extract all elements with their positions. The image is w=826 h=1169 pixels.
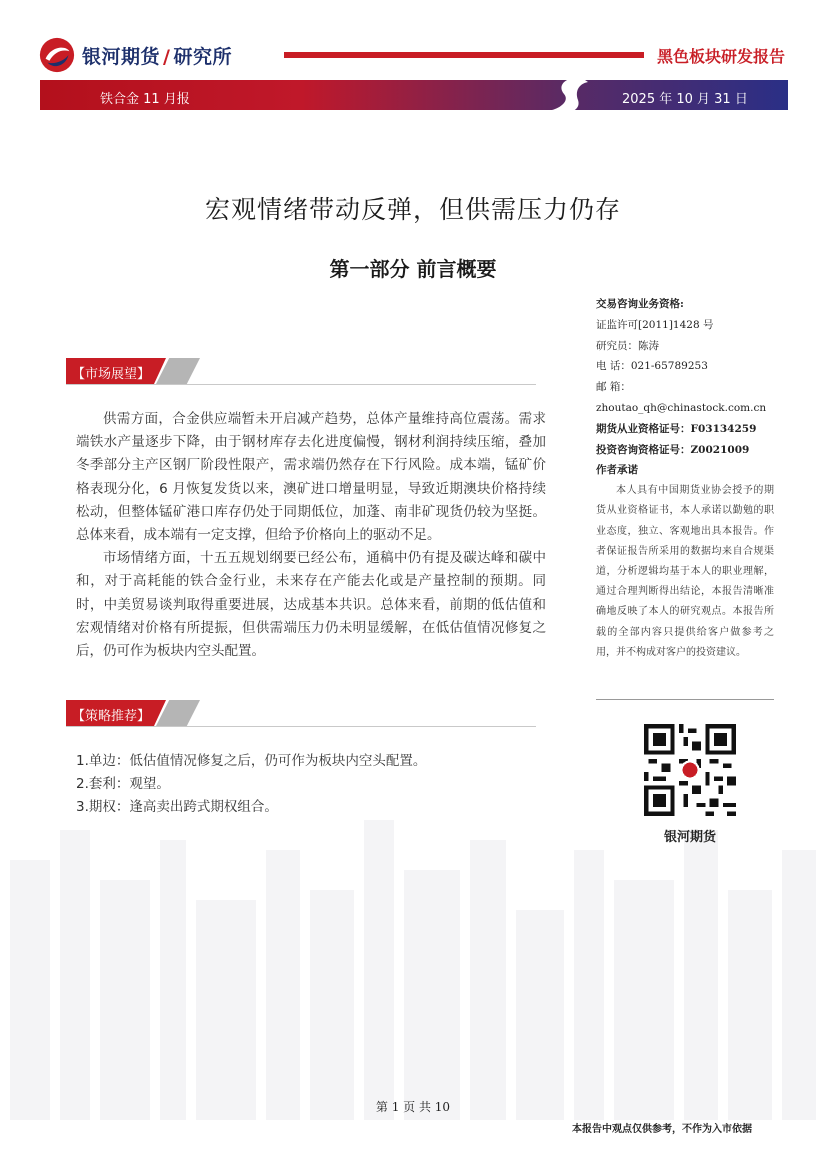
email-address[interactable]: zhoutao_qh@chinastock.com.cn (596, 401, 767, 414)
qr-code-icon[interactable] (644, 724, 736, 816)
market-outlook-body (76, 408, 546, 663)
strategy-tag (66, 700, 536, 728)
brand-name: 银河期货 (82, 46, 161, 68)
paragraph-sentiment: 市场情绪方面，十五五规划纲要已经公布，通稿中仍有提及碳达峰和碳中和，对于高耗能的铁合金行业，未来存在产能去化或是产量控制的预期。同时，中美贸易谈判取得重要进展，达成基本共识。总体来看，前期的低估值和宏观情绪对价格有所提振，但供需端压力仍未明显缓解，在低估值情况修复之后，仍可作为板块内空头配置。 (76, 550, 546, 660)
report-name: 铁合金 11 月报 (100, 92, 190, 107)
phone-number: 电 话：021-65789253 (596, 360, 708, 373)
commitment-heading: 作者承诺 (596, 464, 638, 477)
qr-caption: 银河期货 (663, 830, 716, 845)
galaxy-futures-logo-icon (38, 36, 76, 74)
tag-underline (66, 384, 536, 385)
report-date: 2025 年 10 月 31 日 (622, 92, 748, 107)
futures-cert: 期货从业资格证号：F03134259 (596, 422, 757, 435)
strategy-item: 2.套利：观望。 (76, 776, 170, 792)
page-title: 宏观情绪带动反弹，但供需压力仍存 (204, 195, 621, 224)
page-number: 第 1 页 共 10 (375, 1100, 451, 1114)
footer-disclaimer: 本报告中观点仅供参考，不作为入市依据 (572, 1124, 752, 1135)
advisory-cert: 投资咨询资格证号：Z0021009 (596, 443, 750, 456)
strategy-item: 1.单边：低估值情况修复之后，仍可作为板块内空头配置。 (76, 753, 427, 769)
swoosh-s-icon (548, 74, 594, 118)
report-type: 黑色板块研发报告 (657, 47, 786, 66)
license-number: 证监许可[2011]1428 号 (596, 318, 714, 331)
researcher-name: 研究员：陈涛 (596, 339, 659, 352)
author-sidebar (596, 294, 774, 663)
strategy-label: 【策略推荐】 (72, 709, 151, 724)
email-label: 邮 箱： (596, 381, 631, 394)
sidebar-rule (596, 699, 774, 700)
city-skyline-watermark (0, 820, 826, 1120)
section-subtitle: 第一部分 前言概要 (329, 257, 497, 281)
market-outlook-tag (66, 358, 536, 386)
tag-underline (66, 726, 536, 727)
qualification-heading: 交易咨询业务资格: (596, 298, 684, 310)
strategy-list (76, 750, 536, 819)
brand-title (82, 42, 232, 69)
header-red-rule (284, 52, 644, 58)
brand-division: 研究所 (173, 46, 232, 68)
paragraph-supply-demand: 供需方面，合金供应端暂未开启减产趋势，总体产量维持高位震荡。需求端铁水产量逐步下降，由于钢材库存去化进度偏慢，钢材利润持续压缩，叠加冬季部分主产区钢厂阶段性限产，需求端仍然存在下行风险。成本端，锰矿价格表现分化，6 月恢复发货以来，澳矿进口增量明显，导致近期澳块价格持续松动，但整体锰矿港口库存仍处于同期低位，加蓬、南非矿现货仍较为坚挺。总体来看，成本端有一定支撑，但给予价格向上的驱动不足。 (76, 411, 546, 544)
brand-slash: / (163, 46, 171, 68)
commitment-text: 本人具有中国期货业协会授予的期货从业资格证书，本人承诺以勤勉的职业态度，独立、客观地出具本报告。作者保证报告所采用的数据均来自合规渠道，分析逻辑均基于本人的职业理解，通过合理判断得出结论，本报告清晰准确地反映了本人的研究观点。本报告所载的全部内容只提供给客户做参考之用，并不构成对客户的投资建议。 (596, 485, 774, 658)
market-outlook-label: 【市场展望】 (72, 367, 151, 382)
strategy-item: 3.期权：逢高卖出跨式期权组合。 (76, 799, 278, 815)
